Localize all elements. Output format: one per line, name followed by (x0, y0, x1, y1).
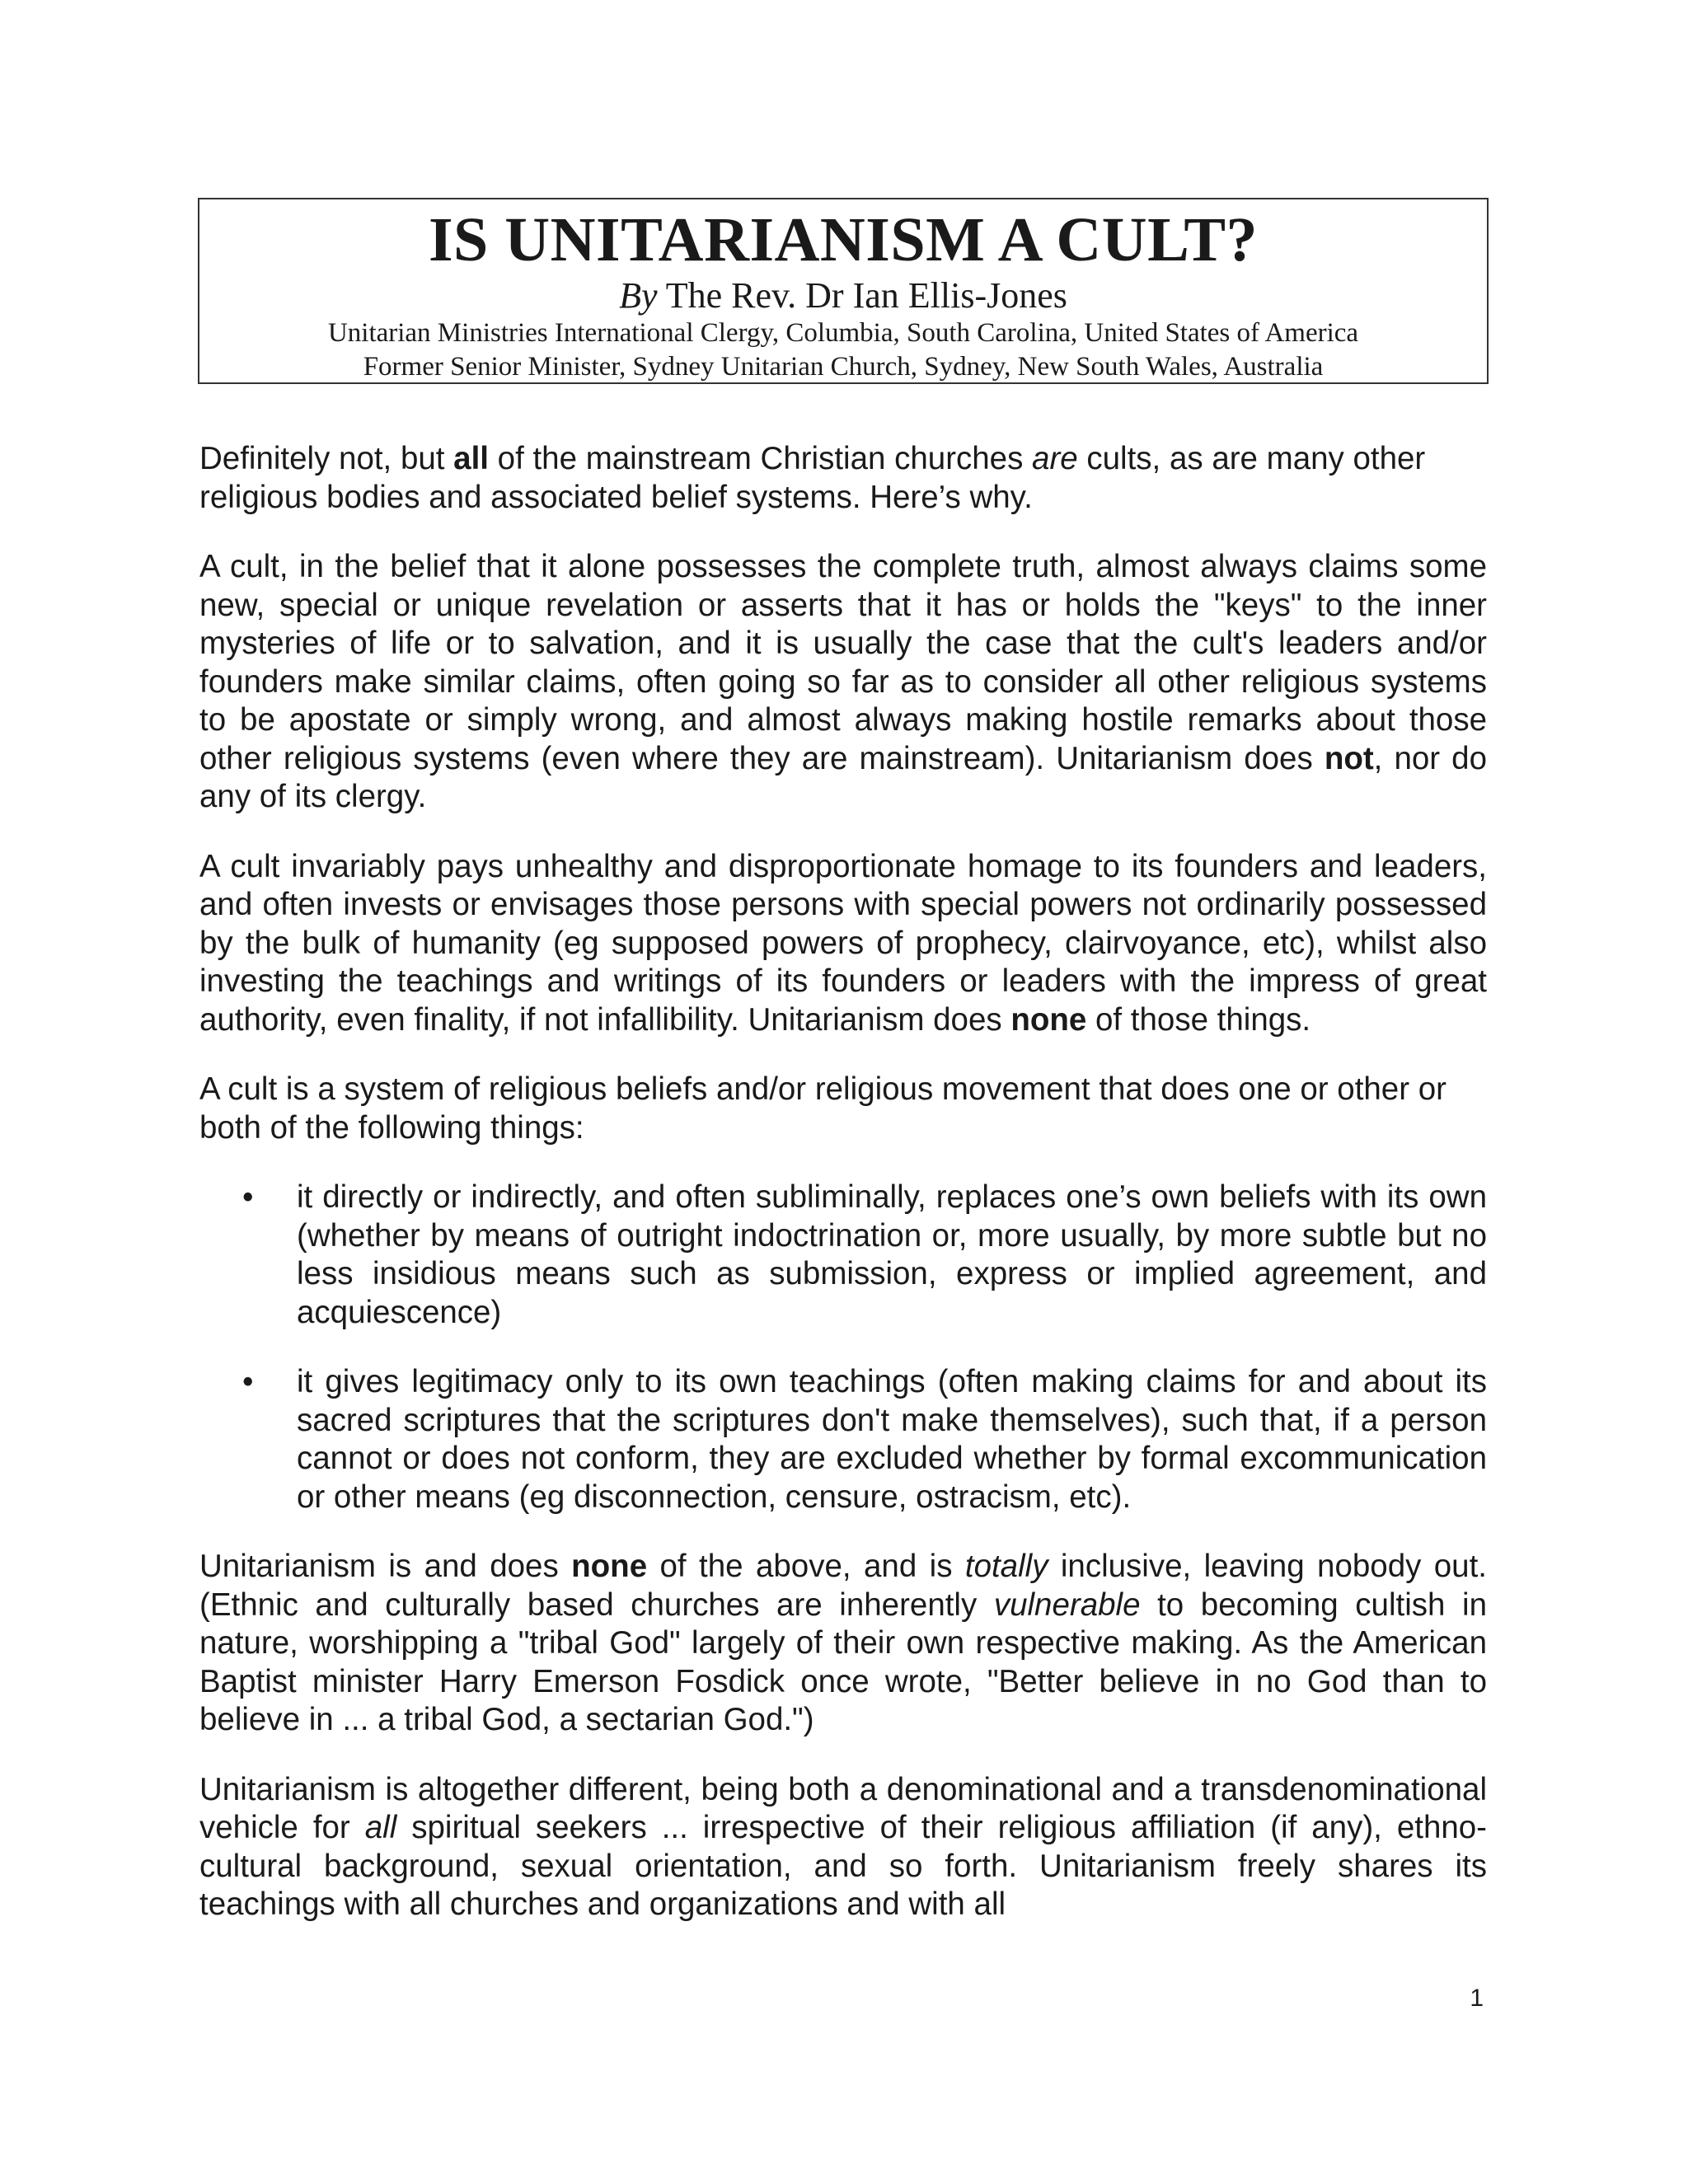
list-item (199, 1179, 1487, 1332)
bullet-list (199, 1179, 1487, 1516)
document-title: IS UNITARIANISM A CULT? (428, 205, 1259, 274)
list-item (199, 1363, 1487, 1516)
document-body (199, 440, 1487, 1956)
p6-text-c: spiritual seekers ... irrespective of their religious affiliation (if any), ethno-cultural background, sexual orientation, and so forth. Unitarianism freely shares its teachings with all churches and organizations and with all (199, 1810, 1487, 1922)
paragraph-2 (199, 548, 1487, 817)
list-item-text: it directly or indirectly, and often subliminally, replaces one’s own beliefs with its own (whether by means of outright indoctrination or, more usually, by more subtle but no less insidious means such as submission, express or implied agreement, and acquiescence) (297, 1179, 1487, 1330)
affiliation-1: Unitarian Ministries International Clergy, Columbia, South Carolina, United States of America (327, 318, 1359, 348)
p5-italic-totally: totally (964, 1549, 1048, 1584)
p5-italic-vulnerable: vulnerable (993, 1586, 1141, 1623)
paragraph-1 (199, 440, 1487, 517)
p1-bold-all: all (453, 441, 489, 476)
p2-text-a: A cult, in the belief that it alone possesses the complete truth, almost always claims some new, special or unique revelation or asserts that it has or holds the "keys" to the inner mysteries of life or to salvation, and it is usually the case that the cult's leaders and/or founders make similar claims, often going so far as to consider all other religious systems to be apostate or simply wrong, and almost always making hostile remarks about those other religious systems (even where they are mainstream). Unitarianism does (199, 549, 1487, 776)
p1-text-a: Definitely not, but (199, 441, 454, 476)
p2-text-c: , nor do any of its clergy. (199, 740, 1488, 814)
p1-italic-are: are (1032, 441, 1078, 476)
p5-text-e: inclusive, leaving nobody out. (Ethnic and culturally based churches are inherently (199, 1549, 1487, 1623)
paragraph-6 (199, 1771, 1487, 1924)
p6-text-a: Unitarianism is altogether different, being both a denominational and a transdenominational vehicle for (199, 1771, 1487, 1845)
p6-italic-all: all (364, 1810, 397, 1845)
affiliation-2: Former Senior Minister, Sydney Unitarian Church, Sydney, New South Wales, Australia (363, 352, 1324, 382)
byline-by: By (619, 275, 658, 316)
bullet-icon: • (242, 1364, 254, 1399)
author-name: The Rev. Dr Ian Ellis-Jones (665, 275, 1067, 316)
p5-bold-none: none (571, 1549, 648, 1584)
p1-text-e: cults, as are many other religious bodies and associated belief systems. Here’s why. (199, 441, 1426, 515)
paragraph-3 (199, 848, 1487, 1040)
byline (199, 275, 1487, 316)
p5-text-c: of the above, and is (647, 1549, 965, 1584)
paragraph-5 (199, 1548, 1487, 1740)
page-number: 1 (1470, 1985, 1484, 2012)
p3-text-c: of those things. (1086, 1001, 1311, 1038)
p3-text-a: A cult invariably pays unhealthy and disproportionate homage to its founders and leaders, and often invests or envisages those persons with special powers not ordinarily possessed by the bulk of humanity (eg supposed powers of prophecy, clairvoyance, etc), whilst also investing the teachings and writings of its founders or leaders with the impress of great authority, even finality, if not infallibility. Unitarianism does (199, 848, 1487, 1038)
paragraph-4: A cult is a system of religious beliefs and/or religious movement that does one or other or both of the following things: (199, 1071, 1447, 1146)
list-item-text: it gives legitimacy only to its own teachings (often making claims for and about its sacred scriptures that the scriptures don't make themselves), such that, if a person cannot or does not conform, they are excluded whether by formal excommunication or other means (eg disconnection, censure, ostracism, etc). (297, 1364, 1487, 1515)
title-box (198, 198, 1489, 384)
p2-bold-not: not (1324, 740, 1374, 776)
p5-text-g: to becoming cultish in nature, worshipping a "tribal God" largely of their own respective making. As the American Baptist minister Harry Emerson Fosdick once wrote, "Better believe in no God than to believe in ... a tribal God, a sectarian God.") (199, 1586, 1487, 1737)
p3-bold-none: none (1010, 1001, 1087, 1038)
p1-text-c: of the mainstream Christian churches (488, 441, 1033, 476)
bullet-icon: • (242, 1179, 254, 1215)
p5-text-a: Unitarianism is and does (199, 1549, 572, 1584)
